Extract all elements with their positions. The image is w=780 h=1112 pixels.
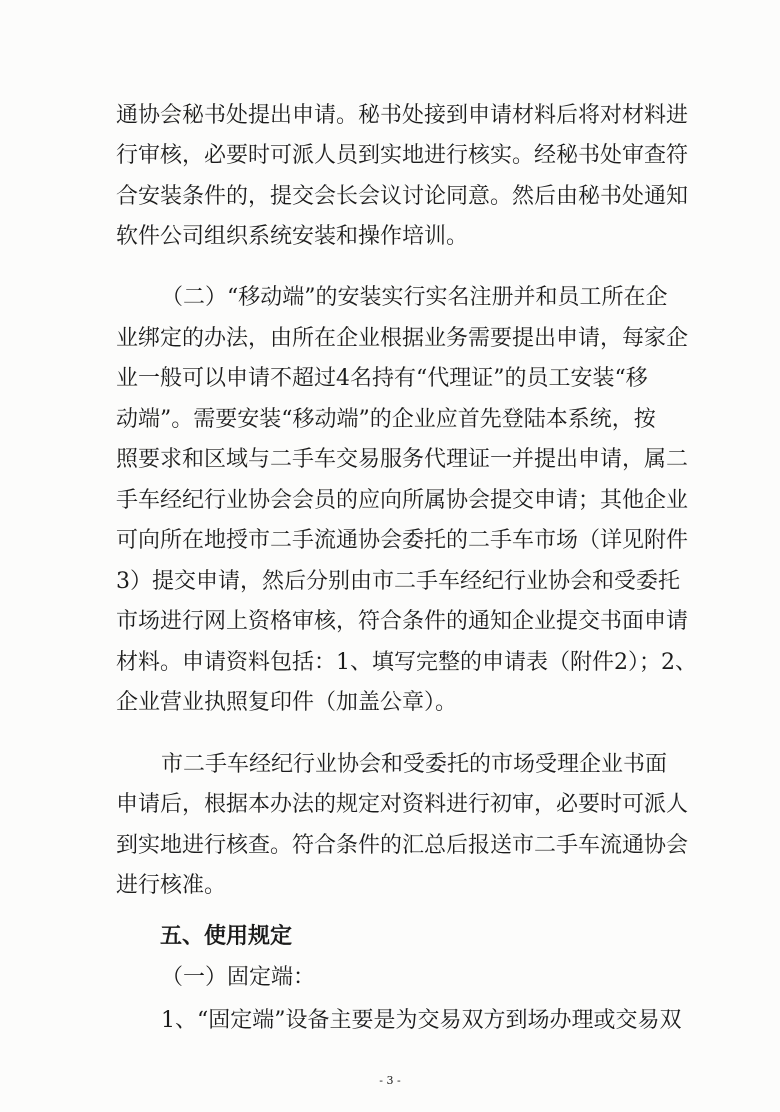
paragraph-line: 市场进行网上资格审核，符合条件的通知企业提交书面申请 bbox=[116, 609, 689, 634]
paragraph-line: 企业营业执照复印件（加盖公章）。 bbox=[116, 690, 458, 715]
paragraph-line: 手车经纪行业协会会员的应向所属协会提交申请；其他企业 bbox=[116, 488, 689, 513]
paragraph-line: 照要求和区域与二手车交易服务代理证一并提出申请，属二 bbox=[116, 447, 689, 472]
paragraph-line: 动端”。需要安装“移动端”的企业应首先登陆本系统，按 bbox=[116, 407, 656, 432]
paragraph-line: （二）“移动端”的安装实行实名注册并和员工所在企 bbox=[161, 285, 668, 310]
paragraph-line: 通协会秘书处提出申请。秘书处接到申请材料后将对材料进 bbox=[116, 103, 689, 128]
section-heading: 五、使用规定 bbox=[160, 923, 293, 949]
paragraph-line: 可向所在地授市二手流通协会委托的二手车市场（详见附件 bbox=[116, 528, 689, 553]
paragraph-line: 市二手车经纪行业协会和受委托的市场受理企业书面 bbox=[161, 752, 668, 777]
subsection-heading: （一）固定端： bbox=[161, 965, 316, 990]
paragraph-line: 业绑定的办法，由所在企业根据业务需要提出申请，每家企 bbox=[116, 326, 689, 351]
paragraph-line: 进行核准。 bbox=[116, 873, 227, 898]
paragraph-line: 到实地进行核查。符合条件的汇总后报送市二手车流通协会 bbox=[116, 833, 689, 858]
paragraph-line: 软件公司组织系统安装和操作培训。 bbox=[116, 224, 469, 249]
paragraph-line: 1、“固定端”设备主要是为交易双方到场办理或交易双 bbox=[161, 1008, 682, 1033]
paragraph-line: 申请后，根据本办法的规定对资料进行初审，必要时可派人 bbox=[116, 792, 689, 817]
page-number: - 3 - bbox=[379, 1074, 401, 1087]
paragraph-line: 行审核，必要时可派人员到实地进行核实。经秘书处审查符 bbox=[116, 143, 689, 168]
paragraph-line: 材料。申请资料包括：1、填写完整的申请表（附件2）；2、 bbox=[116, 650, 697, 675]
paragraph-line: 合安装条件的，提交会长会议讨论同意。然后由秘书处通知 bbox=[116, 184, 689, 209]
paragraph-line: 业一般可以申请不超过4名持有“代理证”的员工安装“移 bbox=[116, 366, 648, 391]
paragraph-line: 3）提交申请，然后分别由市二手车经纪行业协会和受委托 bbox=[116, 569, 680, 594]
